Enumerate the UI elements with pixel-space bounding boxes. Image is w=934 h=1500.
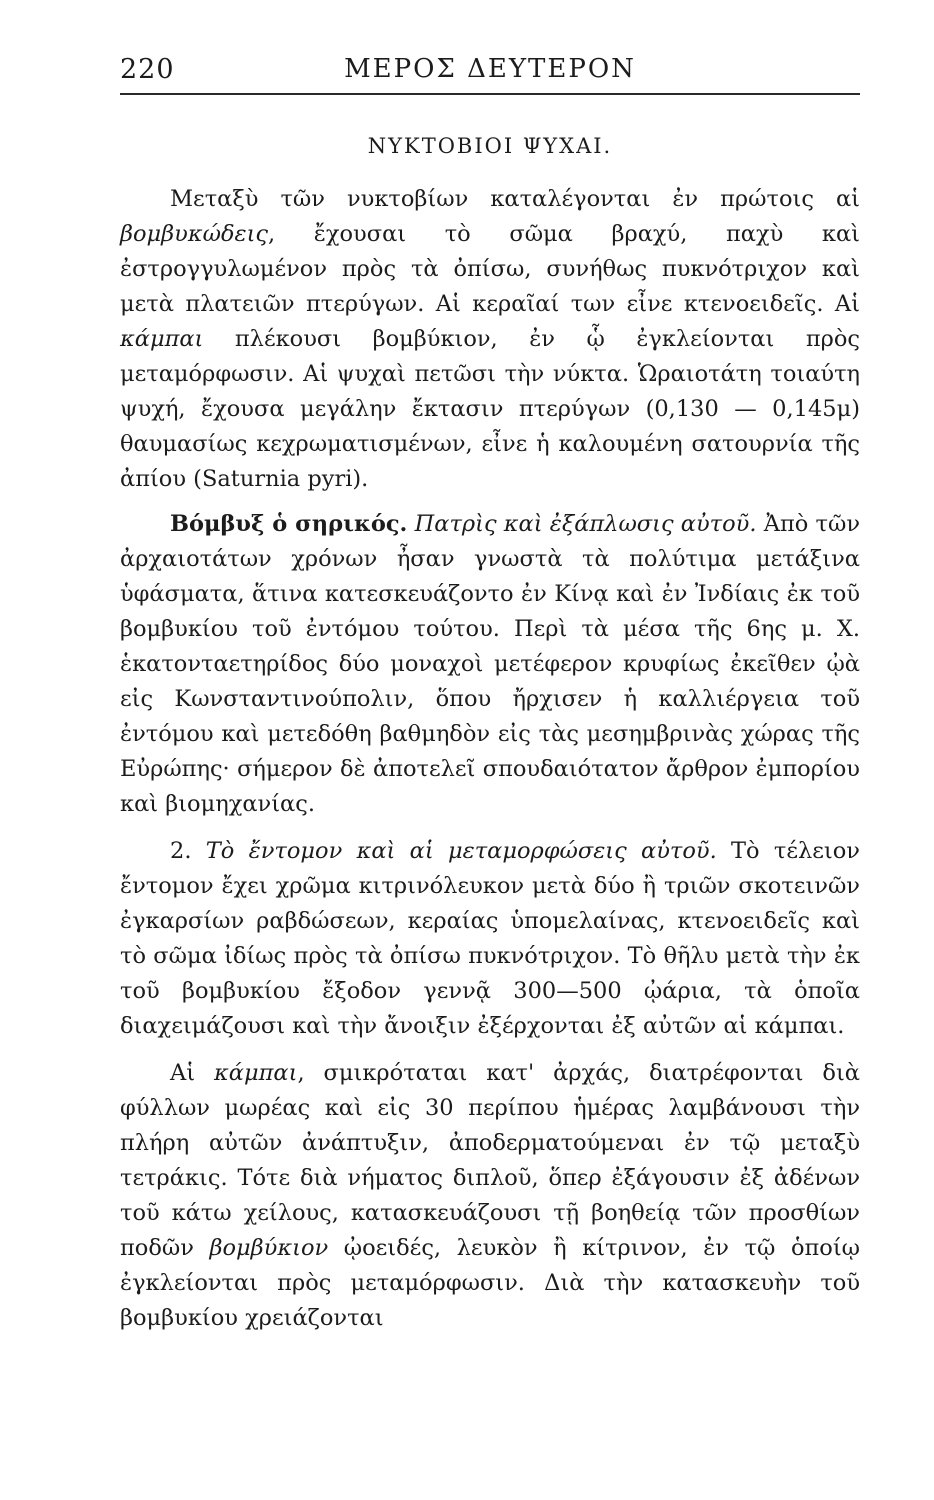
paragraph-caterpillars <box>120 1056 860 1336</box>
bold-heading: Βόμβυξ ὁ σηρικός. <box>170 511 408 537</box>
running-title: ΜΕΡΟΣ ΔΕΥΤΕΡΟΝ <box>344 54 636 84</box>
text-run: 2. <box>170 838 206 864</box>
section-title: ΝΥΚΤΟΒΙΟΙ ΨΥΧΑΙ. <box>367 134 613 158</box>
italic-subheading: Πατρὶς καὶ ἐξάπλωσις αὐτοῦ. <box>414 511 757 537</box>
text-run: πλέκουσι βομβύκιον, ἐν ᾧ ἐγκλείονται πρὸς μεταμόρφωσιν. Αἱ ψυχαὶ πετῶσι τὴν νύκτα. Ὡραιοτάτη τοιαύτη ψυχή, ἔχουσα μεγάλην ἔκτασιν πτερύγων (0,130 — 0,145μ) θαυμασίως κεχρωματισμένων, εἶνε ἡ καλουμένη σατουρνία τῆς ἀπίου (Saturnia pyri). <box>120 326 860 492</box>
paragraph-insect-metamorphosis <box>120 834 860 1044</box>
text-run: , σμικρόταται κατ' ἀρχάς, διατρέφονται διὰ φύλλων μωρέας καὶ εἰς 30 περίπου ἡμέρας λαμβάνουσι τὴν πλήρη αὐτῶν ἀνάπτυξιν, ἀποδερματούμεναι ἐν τῷ μεταξὺ τετράκις. Τότε διὰ νήματος διπλοῦ, ὅπερ ἐξάγουσιν ἐξ ἀδένων τοῦ κάτω χείλους, κατασκευάζουσι τῇ βοηθείᾳ τῶν προσθίων ποδῶν <box>120 1060 860 1261</box>
italic-term: κάμπαι <box>214 1060 298 1086</box>
header-rule <box>120 93 860 95</box>
text-run: Τὸ τέλειον ἔντομον ἔχει χρῶμα κιτρινόλευκον μετὰ δύο ἢ τριῶν σκοτεινῶν ἐγκαρσίων ραβδώσεων, κεραίας ὑπομελαίνας, κτενοειδεῖς καὶ τὸ σῶμα ἰδίως πρὸς τὰ ὀπίσω πυκνότριχον. Τὸ θῆλυ μετὰ τὴν ἐκ τοῦ βομβυκίου ἔξοδον γεννᾷ 300—500 ᾠάρια, τὰ ὁποῖα διαχειμάζουσι καὶ τὴν ἄνοιξιν ἐξέρχονται ἐξ αὐτῶν αἱ κάμπαι. <box>120 838 860 1039</box>
text-run: , ἔχουσαι τὸ σῶμα βραχύ, παχὺ καὶ ἐστρογγυλωμένον πρὸς τὰ ὀπίσω, συνήθως πυκνότριχον καὶ μετὰ πλατειῶν πτερύγων. Αἱ κεραῖαί των εἶνε κτενοειδεῖς. Αἱ <box>120 221 860 317</box>
text-run: ᾠοειδές, λευκὸν ἢ κίτρινον, ἐν τῷ ὁποίῳ ἐγκλείονται πρὸς μεταμόρφωσιν. Διὰ τὴν κατασκευὴν τοῦ βομβυκίου χρειάζονται <box>120 1235 860 1331</box>
paragraph-night-moths <box>120 182 860 497</box>
running-head <box>120 50 860 94</box>
text-run: Μεταξὺ τῶν νυκτοβίων καταλέγονται ἐν πρώτοις αἱ <box>170 186 860 212</box>
text-run: Ἀπὸ τῶν ἀρχαιοτάτων χρόνων ἦσαν γνωστὰ τὰ πολύτιμα μετάξινα ὑφάσματα, ἅτινα κατεσκευάζοντο ἐν Κίνᾳ καὶ ἐν Ἰνδίαις ἐκ τοῦ βομβυκίου τοῦ ἐντόμου τούτου. Περὶ τὰ μέσα τῆς 6ης μ. Χ. ἑκατονταετηρίδος δύο μοναχοὶ μετέφερον κρυφίως ἐκεῖθεν ᾠὰ εἰς Κωνσταντινούπολιν, ὅπου ἤρχισεν ἡ καλλιέργεια τοῦ ἐντόμου καὶ μετεδόθη βαθμηδὸν εἰς τὰς μεσημβρινὰς χώρας τῆς Εὐρώπης· σήμερον δὲ ἀποτελεῖ σπουδαιότατον ἄρθρον ἐμπορίου καὶ βιομηχανίας. <box>120 511 861 817</box>
italic-term: κάμπαι <box>120 326 204 352</box>
page-number: 220 <box>120 54 175 85</box>
italic-term: βομβύκιον <box>209 1235 329 1261</box>
paragraph-silkworm <box>120 507 860 822</box>
italic-term: βομβυκώδεις <box>120 221 269 247</box>
italic-subheading: Τὸ ἔντομον καὶ αἱ μεταμορφώσεις αὐτοῦ. <box>205 838 717 864</box>
body-text <box>120 182 860 1336</box>
text-run: Αἱ <box>170 1060 215 1086</box>
